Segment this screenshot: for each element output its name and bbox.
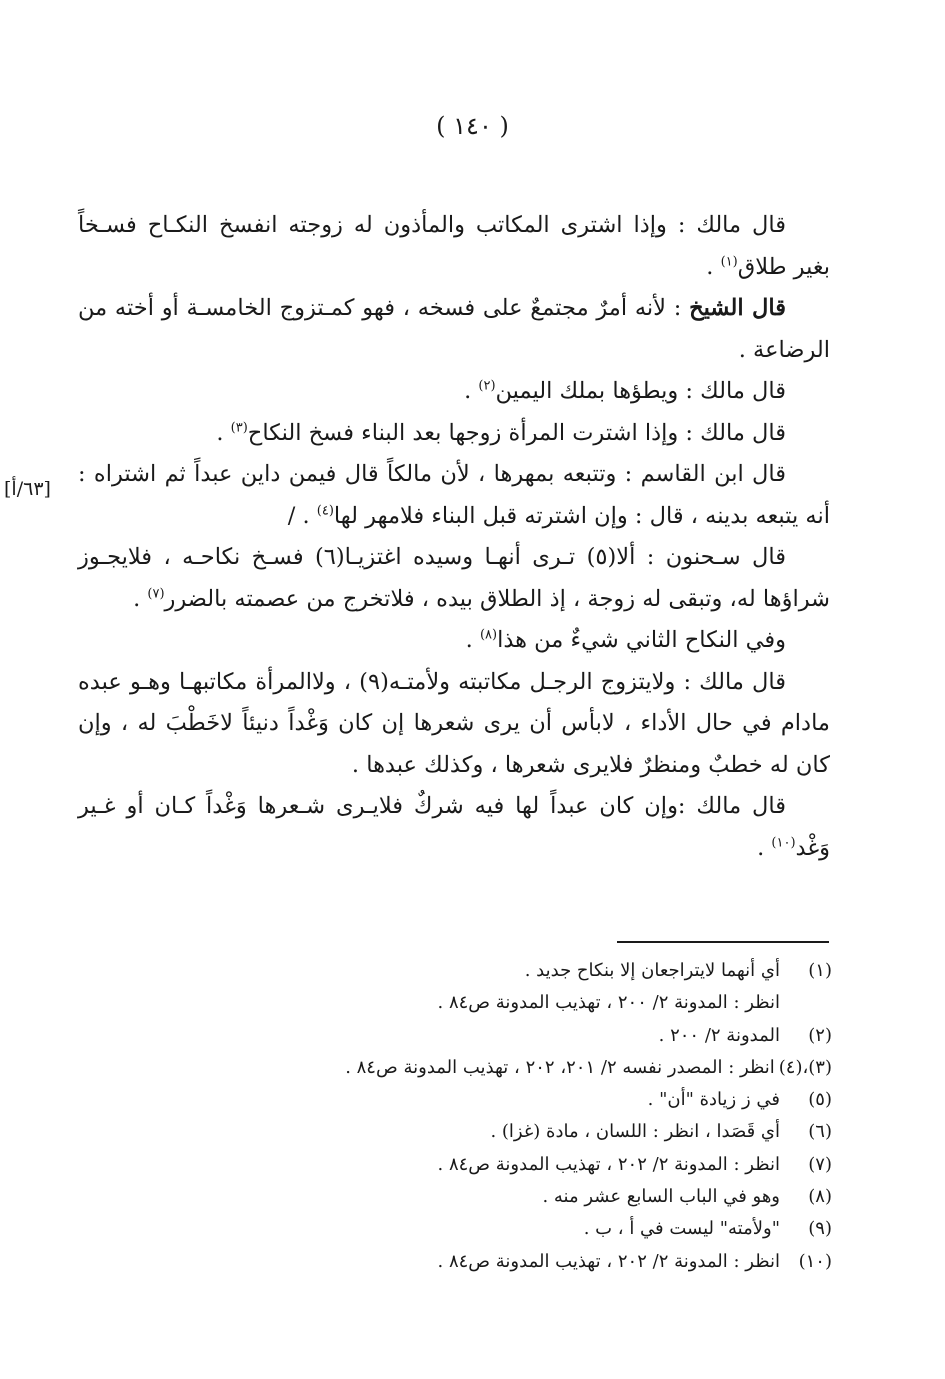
page-number: ( ١٤٠ ) [436,112,509,140]
footnote-number: (٨) [808,1186,832,1208]
footnote-text: "ولأمته" ليست في أ ، ب . [583,1218,780,1240]
paragraph [78,454,830,537]
paragraph-tail: . / [287,502,317,529]
footnote-text: في ز زيادة "أن" . [647,1089,780,1111]
paragraph-tail: . [216,419,231,446]
paragraph-text: وفي النكاح الثاني شيءٌ من هذا [497,627,786,653]
paragraph [78,620,830,662]
speaker-label: قال الشيخ [689,295,786,321]
paragraph [78,662,830,787]
footnote-separator [617,941,829,943]
footnote [200,1154,832,1186]
paragraph [78,288,830,371]
paragraph [78,371,830,413]
footnote [200,1089,832,1121]
footnote-marker: (٢) [478,378,496,394]
footnote-marker: (٣) [230,420,248,435]
footnote-marker: (١) [720,254,738,269]
margin-folio-reference: [٦٣/أ] [4,478,51,500]
footnote [200,1121,832,1153]
footnote-number: (١٠) [798,1250,832,1272]
footnote [200,1057,832,1089]
paragraph-tail: . [757,834,772,861]
footnote [200,1025,832,1057]
paragraph-text: قال مالك :وإن كان عبداً لها فيه شركٌ فلايـرى شـعرها وَغْداً كـان أو غـير وَغْد [78,793,830,861]
footnote-text: أي أنهما لايتراجعان إلا بنكاح جديد . [524,960,780,981]
paragraph-tail: . [133,585,148,612]
footnote-text: انظر : المصدر نفسه ٢/ ٢٠١، ٢٠٢ ، تهذيب المدونة ص٨٤ . [345,1056,775,1078]
footnote-text: انظر : المدونة ٢/ ٢٠٠ ، تهذيب المدونة ص٨٤ . [437,992,780,1014]
paragraph-text: قال مالك : وإذا اشترى المكاتب والمأذون له زوجته انفسخ النكـاح فسـخاً بغير طلاق [78,212,830,280]
footnote-marker: (١٠) [771,835,796,850]
paragraph-text: قال مالك : وإذا اشترت المرأة زوجها بعد البناء فسخ النكاح [247,419,786,446]
footnote-number: (٦) [808,1121,832,1143]
paragraph-text: قال مالك : ولايتزوج الرجـل مكاتبته ولأمتـه(٩) ، ولاالمرأة مكاتبهـا وهـو عبده مادام في حال الأداء ، لابأس أن يرى شعرها إن كان وَغْداً دنيئاً لاخَطْبَ له ، وإن كان له خطبٌ ومنظرٌ فلايرى شعرها ، وكذلك عبدها . [78,668,830,778]
paragraph-tail: . [464,378,479,404]
paragraph [78,205,830,288]
footnote [200,960,832,992]
paragraph-tail: . [465,627,480,653]
footnote [200,1186,832,1218]
footnote-text: أي قَصَدا ، انظر : اللسان ، مادة (غزا) . [490,1121,780,1143]
footnote-text: انظر : المدونة ٢/ ٢٠٢ ، تهذيب المدونة ص٨٤ . [437,1153,780,1175]
paragraph [78,537,830,620]
footnote-text: انظر : المدونة ٢/ ٢٠٢ ، تهذيب المدونة ص٨٤ . [437,1250,780,1272]
paragraph [78,786,830,869]
footnote-number: (١) [808,960,832,981]
paragraph-text: قال سـحنون : ألا(٥) تـرى أنهـا وسيده اغتزيـا(٦) فسـخ نكاحـه ، فلايجـوز شراؤها له، وتبقى له زوجة ، إذ الطلاق بيده ، فلاتخرج من عصمته بالضرر [78,544,830,612]
footnote-marker: (٨) [479,627,498,643]
paragraph-text: : لأنه أمرٌ مجتمعٌ على فسخه ، فهو كمـتزوج الخامسـة أو أخته من الرضاعة . [78,295,830,363]
paragraph-tail: . [706,253,721,280]
footnote-number: (٧) [808,1153,832,1175]
footnote [200,1251,832,1283]
footnote [200,992,832,1024]
main-text [78,205,830,869]
footnote [200,1218,832,1250]
paragraph [78,413,830,455]
footnote-marker: (٧) [147,586,165,601]
footnote-text: وهو في الباب السابع عشر منه . [542,1186,780,1208]
paragraph-text: قال مالك : ويطؤها بملك اليمين [495,378,786,404]
footnote-number: (٩) [808,1218,832,1240]
footnote-number: (٥) [808,1089,832,1111]
footnote-text: المدونة ٢/ ٢٠٠ . [658,1024,780,1046]
footnote-number: (٢) [808,1024,832,1046]
paragraph-text: قال ابن القاسم : وتتبعه بمهرها ، لأن مالكاً قال فيمن داين عبداً ثم اشتراه : أنه يتبعه بدينه ، قال : وإن اشترته قبل البناء فلامهر لها [78,461,830,529]
footnotes-list [200,960,832,1283]
footnote-number: (٣)،(٤) [778,1056,832,1078]
footnote-marker: (٤) [316,503,334,518]
